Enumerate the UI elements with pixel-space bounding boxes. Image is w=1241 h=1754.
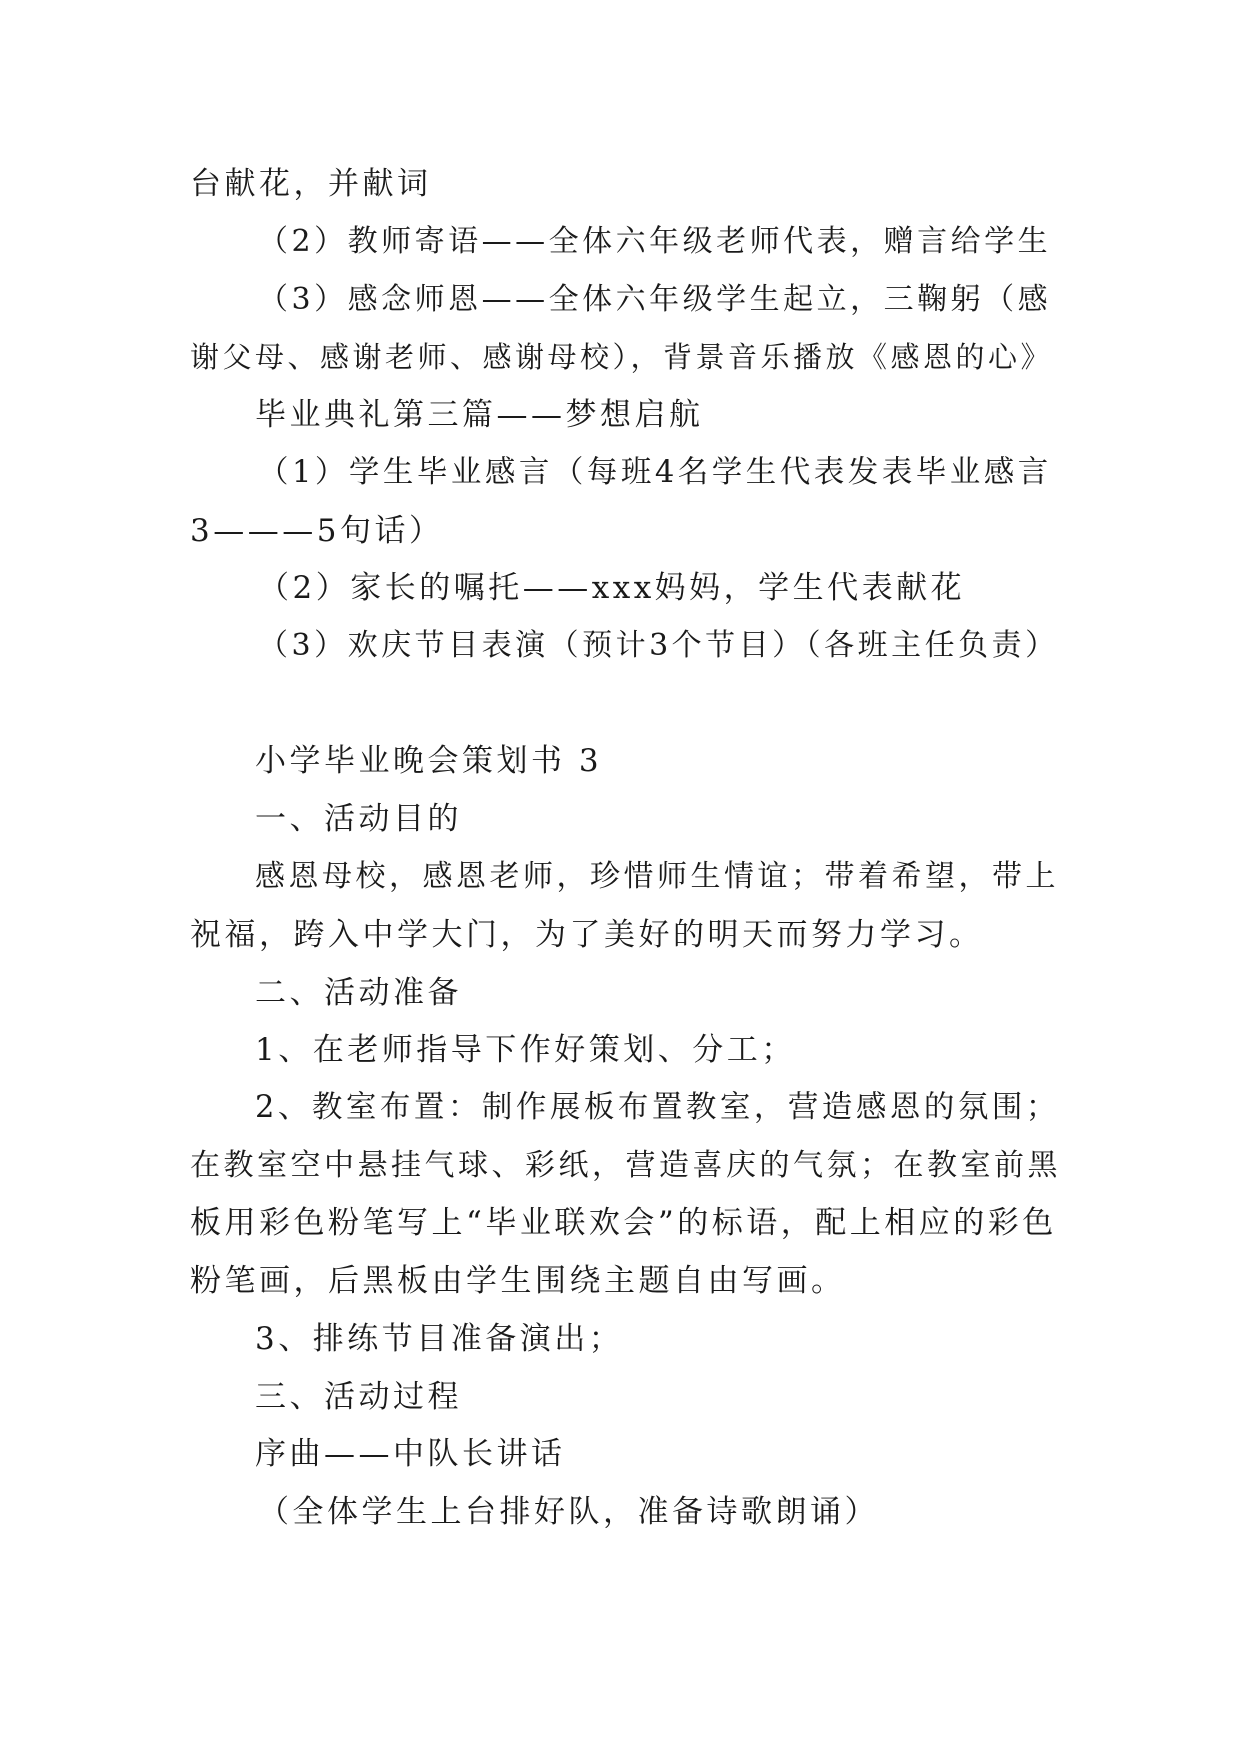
text-line: （1）学生毕业感言（每班4名学生代表发表毕业感言	[258, 455, 1052, 490]
text-line: 谢父母、感谢老师、感谢母校），背景音乐播放《感恩的心》	[190, 340, 1054, 374]
text-line: 台献花，并献词	[190, 166, 432, 202]
section-heading: 二、活动准备	[255, 975, 462, 1011]
text-line: （3）感念师恩——全体六年级学生起立，三鞠躬（感	[258, 282, 1052, 317]
text-line: （全体学生上台排好队，准备诗歌朗诵）	[258, 1494, 879, 1530]
text-line: 感恩母校，感恩老师，珍惜师生情谊；带着希望，带上	[255, 859, 1059, 894]
section-heading: 毕业典礼第三篇——梦想启航	[255, 397, 704, 433]
text-line: 板用彩色粉笔写上“毕业联欢会”的标语，配上相应的彩色	[190, 1205, 1057, 1241]
text-line: 2、教室布置：制作展板布置教室，营造感恩的氛围；	[255, 1090, 1060, 1125]
text-line: 1、在老师指导下作好策划、分工；	[255, 1032, 796, 1068]
text-line: 3———5句话）	[190, 513, 444, 549]
text-line: （2）家长的嘱托——xxx妈妈，学生代表献花	[258, 570, 966, 606]
text-line: 祝福，跨入中学大门，为了美好的明天而努力学习。	[190, 917, 984, 953]
text-line: 在教室空中悬挂气球、彩纸，营造喜庆的气氛；在教室前黑	[190, 1148, 1061, 1183]
text-line: 粉笔画，后黑板由学生围绕主题自由写画。	[190, 1263, 846, 1299]
text-line: 序曲——中队长讲话	[255, 1436, 566, 1472]
document-title: 小学毕业晚会策划书 3	[255, 743, 603, 779]
text-line: （3）欢庆节目表演（预计3个节目）（各班主任负责）	[258, 628, 1059, 663]
text-line: （2）教师寄语——全体六年级老师代表，赠言给学生	[258, 224, 1052, 259]
section-heading: 三、活动过程	[255, 1379, 462, 1415]
text-line: 3、排练节目准备演出；	[255, 1321, 624, 1357]
section-heading: 一、活动目的	[255, 801, 462, 837]
